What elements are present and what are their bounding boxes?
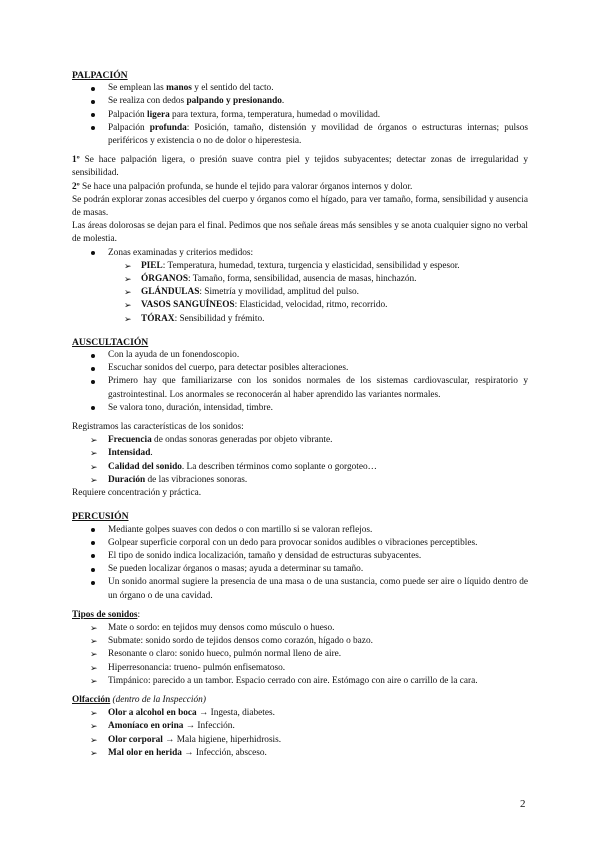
paragraph: Se podrán explorar zonas accesibles del cuerpo y órganos como el hígado, para ver tamaño, forma, sensibilidad y ausencia de masas.: [72, 194, 528, 219]
list-item: ➢ VASOS SANGUÍNEOS: Elasticidad, velocidad, ritmo, recorrido.: [72, 299, 528, 312]
list-item: Escuchar sonidos del cuerpo, para detectar posibles alteraciones.: [72, 362, 528, 375]
page-number: 2: [520, 798, 526, 810]
palpacion-list: [72, 82, 528, 148]
list-item: Se emplean las manos y el sentido del tacto.: [72, 82, 528, 95]
list-item: ➢ Mal olor en herida → Infección, absceso.: [72, 747, 528, 760]
list-item: ➢ Resonante o claro: sonido hueco, pulmón normal lleno de aire.: [72, 648, 528, 661]
list-item: Se valora tono, duración, intensidad, timbre.: [72, 402, 528, 415]
list-item: Palpación ligera para textura, forma, temperatura, humedad o movilidad.: [72, 109, 528, 122]
zones-sublist: [72, 260, 528, 326]
list-item: ➢ Duración de las vibraciones sonoras.: [72, 474, 528, 487]
list-item: Con la ayuda de un fonendoscopio.: [72, 349, 528, 362]
tipos-list: [72, 622, 528, 688]
list-item: ➢ Olor corporal → Mala higiene, hiperhidrosis.: [72, 734, 528, 747]
document-page: [72, 69, 528, 760]
list-item: ➢ Mate o sordo: en tejidos muy densos como músculo o hueso.: [72, 622, 528, 635]
list-item: ➢ TÓRAX: Sensibilidad y frémito.: [72, 313, 528, 326]
list-item: Primero hay que familiarizarse con los sonidos normales de los sistemas cardiovascular, respiratorio y gastrointestinal. Los anormales se reconocerán al haber aprendido las variantes normales.: [72, 375, 528, 401]
auscultacion-list: [72, 349, 528, 415]
olfaccion-list: [72, 707, 528, 760]
section-title-auscultacion: AUSCULTACIÓN: [72, 336, 149, 348]
subheading-olfaccion: Olfacción (dentro de la Inspección): [72, 694, 206, 705]
subheading-tipos: Tipos de sonidos:: [72, 609, 141, 620]
list-item: ➢ Hiperresonancia: trueno- pulmón enfisematoso.: [72, 662, 528, 675]
list-item: ➢ Frecuencia de ondas sonoras generadas por objeto vibrante.: [72, 434, 528, 447]
list-item: ➢ Timpánico: parecido a un tambor. Espacio cerrado con aire. Estómago con aire o carrillo de la cara.: [72, 675, 528, 688]
paragraph: Las áreas dolorosas se dejan para el final. Pedimos que nos señale áreas más sensibles y se anota cualquier signo no verbal de molestia.: [72, 221, 528, 245]
caracteristicas-list: [72, 434, 528, 487]
list-item: ➢ Calidad del sonido. La describen términos como soplante o gorgoteo…: [72, 461, 528, 474]
zones-list: [72, 247, 528, 260]
list-item: ➢ PIEL: Temperatura, humedad, textura, turgencia y elasticidad, sensibilidad y espesor.: [72, 260, 528, 273]
list-item: Se realiza con dedos palpando y presionando.: [72, 95, 528, 108]
paragraph: Requiere concentración y práctica.: [72, 488, 202, 499]
list-item: Palpación profunda: Posición, tamaño, distensión y movilidad de órganos o estructuras internas; pulsos periféricos y existencia o no de dolor o hiperestesia.: [72, 122, 528, 148]
percusion-list: [72, 524, 528, 603]
list-item: ➢ Olor a alcohol en boca → Ingesta, diabetes.: [72, 707, 528, 720]
list-item: ➢ ÓRGANOS: Tamaño, forma, sensibilidad, ausencia de masas, hinchazón.: [72, 273, 528, 286]
list-item: Zonas examinadas y criterios medidos:: [72, 247, 528, 260]
paragraph: 2º Se hace una palpación profunda, se hunde el tejido para valorar órganos internos y dolor.: [72, 181, 413, 192]
list-item: ➢ Intensidad.: [72, 447, 528, 460]
list-item: El tipo de sonido indica localización, tamaño y densidad de estructuras subyacentes.: [72, 550, 528, 563]
section-title-palpacion: PALPACIÓN: [72, 70, 128, 81]
list-item: Mediante golpes suaves con dedos o con martillo si se valoran reflejos.: [72, 524, 528, 537]
list-item: ➢ GLÁNDULAS: Simetría y movilidad, amplitud del pulso.: [72, 286, 528, 299]
list-item: Un sonido anormal sugiere la presencia de una masa o de una sustancia, como puede ser aire o líquido dentro de un órgano o de una cavidad.: [72, 576, 528, 602]
paragraph: Registramos las características de los sonidos:: [72, 422, 244, 433]
list-item: ➢ Submate: sonido sordo de tejidos densos como corazón, hígado o bazo.: [72, 635, 528, 648]
list-item: Se pueden localizar órganos o masas; ayuda a determinar su tamaño.: [72, 563, 528, 576]
paragraph: 1º Se hace palpación ligera, o presión suave contra piel y tejidos subyacentes; detectar zonas de irregularidad y sensibilidad.: [72, 155, 528, 179]
section-title-percusion: PERCUSIÓN: [72, 511, 129, 523]
list-item: Golpear superficie corporal con un dedo para provocar sonidos audibles o vibraciones perceptibles.: [72, 537, 528, 550]
list-item: ➢ Amoníaco en orina → Infección.: [72, 720, 528, 733]
